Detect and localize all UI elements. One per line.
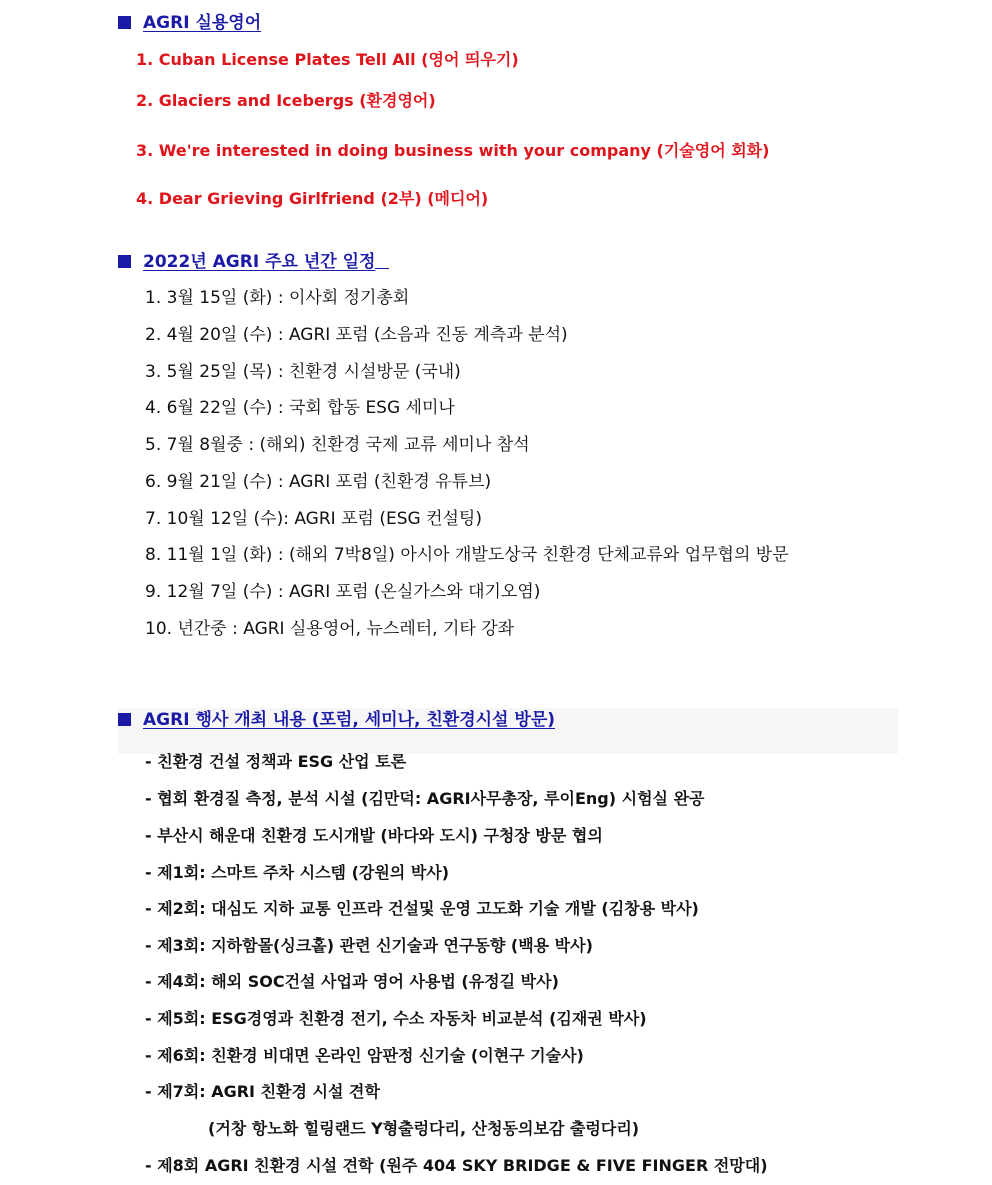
section-title: 2022년 AGRI 주요 년간 일정 <box>143 252 376 272</box>
schedule-item-9: 9. 12월 7일 (수) : AGRI 포럼 (온실가스와 대기오염) <box>145 582 541 602</box>
schedule-item-4: 4. 6월 22일 (수) : 국회 합동 ESG 세미나 <box>145 398 455 418</box>
event-item-3: - 부산시 해운대 친환경 도시개발 (바다와 도시) 구청장 방문 협의 <box>145 826 603 845</box>
english-item-2: 2. Glaciers and Icebergs (환경영어) <box>136 91 436 110</box>
event-item-10-detail: (거창 항노화 힐링랜드 Y형출렁다리, 산청동의보감 출렁다리) <box>208 1119 640 1138</box>
event-item-6: - 제3회: 지하함몰(싱크홀) 관련 신기술과 연구동향 (백용 박사) <box>145 936 593 955</box>
square-bullet-icon <box>118 16 131 29</box>
square-bullet-icon <box>118 255 131 268</box>
event-item-8: - 제5회: ESG경영과 친환경 전기, 수소 자동차 비교분석 (김재권 박사) <box>145 1009 647 1028</box>
schedule-item-6: 6. 9월 21일 (수) : AGRI 포럼 (친환경 유튜브) <box>145 472 492 492</box>
event-item-7: - 제4회: 해외 SOC건설 사업과 영어 사용법 (유정길 박사) <box>145 972 559 991</box>
event-item-10: - 제7회: AGRI 친환경 시설 견학 <box>145 1082 380 1101</box>
english-item-4: 4. Dear Grieving Girlfriend (2부) (메디어) <box>136 189 489 208</box>
section-title: AGRI 행사 개최 내용 (포럼, 세미나, 친환경시설 방문) <box>143 710 556 730</box>
schedule-item-5: 5. 7월 8월중 : (해외) 친환경 국제 교류 세미나 참석 <box>145 435 530 455</box>
square-bullet-icon <box>118 713 131 726</box>
schedule-item-8: 8. 11월 1일 (화) : (해외 7박8일) 아시아 개발도상국 친환경 단체교류와 업무협의 방문 <box>145 545 789 565</box>
schedule-item-2: 2. 4월 20일 (수) : AGRI 포럼 (소음과 진동 계측과 분석) <box>145 325 568 345</box>
section-heading-practical-english <box>118 11 261 35</box>
english-item-1: 1. Cuban License Plates Tell All (영어 띄우기) <box>136 50 519 69</box>
schedule-item-10: 10. 년간중 : AGRI 실용영어, 뉴스레터, 기타 강좌 <box>145 619 515 639</box>
event-item-5: - 제2회: 대심도 지하 교통 인프라 건설및 운영 고도화 기술 개발 (김창용 박사) <box>145 899 699 918</box>
event-item-1: - 친환경 건설 정책과 ESG 산업 토론 <box>145 752 407 771</box>
english-item-3: 3. We're interested in doing business with your company (기술영어 회화) <box>136 141 770 160</box>
event-item-4: - 제1회: 스마트 주차 시스템 (강원의 박사) <box>145 863 450 882</box>
event-item-11: - 제8회 AGRI 친환경 시설 견학 (원주 404 SKY BRIDGE & FIVE FINGER 전망대) <box>145 1156 768 1175</box>
section-heading-events <box>118 708 555 732</box>
event-item-2: - 협회 환경질 측정, 분석 시설 (김만덕: AGRI사무총장, 루이Eng) 시험실 완공 <box>145 789 705 808</box>
schedule-item-7: 7. 10월 12일 (수): AGRI 포럼 (ESG 컨설팅) <box>145 509 482 529</box>
schedule-item-3: 3. 5월 25일 (목) : 친환경 시설방문 (국내) <box>145 362 461 382</box>
section-title: AGRI 실용영어 <box>143 13 262 33</box>
schedule-item-1: 1. 3월 15일 (화) : 이사회 정기총회 <box>145 288 410 308</box>
section-heading-annual-schedule <box>118 250 389 274</box>
event-item-9: - 제6회: 친환경 비대면 온라인 암판정 신기술 (이현구 기술사) <box>145 1046 584 1065</box>
